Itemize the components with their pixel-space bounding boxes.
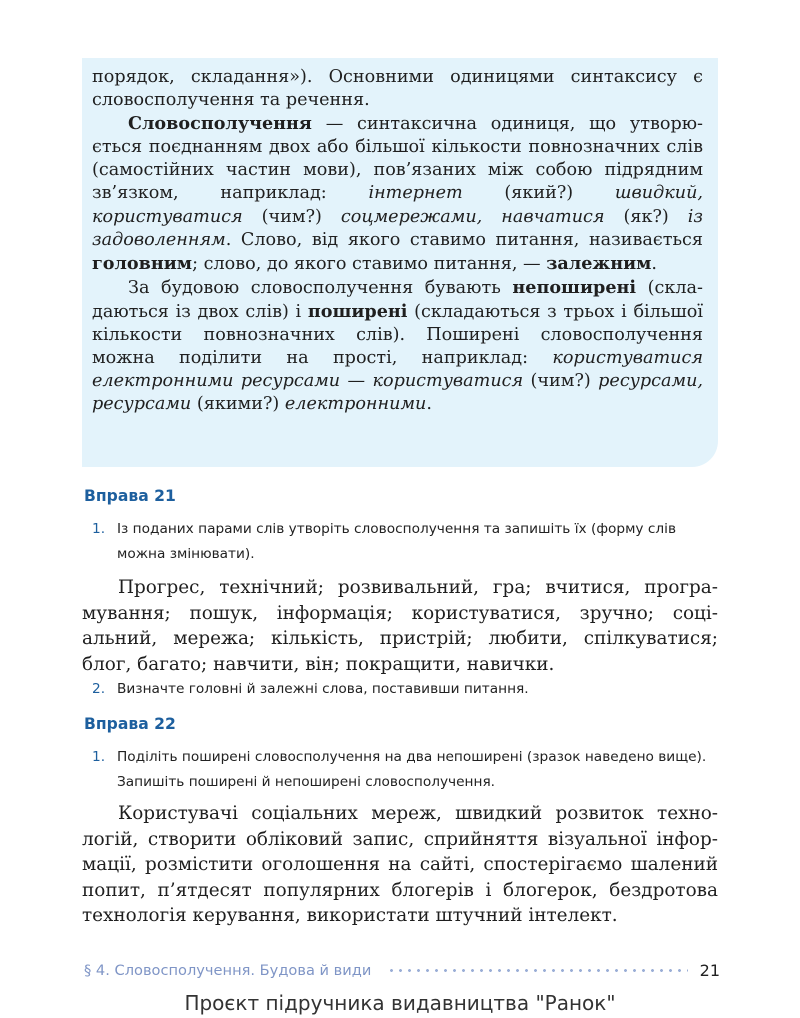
- task-text: Визначте головні й залежні слова, поставивши питання.: [117, 681, 529, 697]
- theory-paragraph-3: За будовою словосполучення бувають непоширені (складаються із двох слів) і поширені (складаються з трьох і більшої кількости повнозначних слів). Поширені словосполучення можна поділити на прості, наприклад: користуватися електронними ресурсами — користуватися (чим?) ресурсами, ресурсами (якими?) електронними.: [92, 276, 703, 415]
- example-word: інтернет: [368, 183, 463, 204]
- theory-box: [82, 58, 718, 467]
- theory-paragraph-2: Словосполучення — синтаксична одиниця, що утворюється поєднанням двох або більшої кількости повнозначних слів (самостійних частин мови), пов’язаних між собою підрядним зв’язком, наприклад: інтернет (який?) швидкий, користуватися (чим?) соцмережами, навчатися (як?) із задоволенням. Слово, від якого ставимо питання, називається головним; слово, до якого ставимо питання, — залежним.: [92, 113, 703, 274]
- example-word: швидкий, користуватися: [92, 183, 703, 227]
- exercise-21-heading: Вправа 21: [84, 487, 176, 505]
- task-number: 1.: [92, 521, 106, 537]
- example-word: ресурсами, ресурсами: [92, 371, 703, 415]
- task-text: Із поданих парами слів утворіть словосполучення та запишіть їх (форму слів можна змінювати).: [117, 521, 677, 562]
- exercise-22-task-1: [92, 745, 718, 795]
- term-dependent: залежним: [546, 252, 652, 274]
- page-number: 21: [699, 960, 720, 980]
- exercise-21-words: Прогрес, технічний; розвивальний, гра; вчитися, програмування; пошук, інформація; користуватися, зручно; соціальний, мережа; кількість, пристрій; любити, спілкуватися; блог, багато; навчити, він; покращити, навички.: [82, 577, 718, 675]
- term-main: головним: [92, 252, 193, 274]
- footer-dot-leader: [387, 969, 687, 972]
- footer-section-title: § 4. Словосполучення. Будова й види: [84, 961, 372, 979]
- example-word: користуватися електронними ресурсами — користуватися: [92, 348, 703, 392]
- task-number: 1.: [92, 749, 106, 765]
- page-footer: [84, 958, 720, 982]
- term-simple: непоширені: [512, 276, 637, 298]
- task-number: 2.: [92, 681, 106, 697]
- exercise-22-heading: Вправа 22: [84, 715, 176, 733]
- exercise-21-task-2: [92, 677, 718, 702]
- exercise-22-words: Користувачі соціальних мереж, швидкий розвиток технологій, створити обліковий запис, сприйняття візуальної інформації, розмістити оголошення на сайті, спостерігаємо шалений попит, п’ятдесят популярних блогерів і блогерок, бездротова технологія керування, використати штучний інтелект.: [82, 803, 718, 927]
- term-phrase: Словосполучення: [128, 113, 312, 135]
- task-text: Поділіть поширені словосполучення на два непоширені (зразок наведено вище). Запишіть поширені й непоширені словосполучення.: [117, 749, 707, 790]
- theory-paragraph-1: порядок, складання»). Основними одиницями синтаксису є словосполучення та речення.: [92, 67, 703, 111]
- exercise-21-task-1: [92, 517, 718, 567]
- example-word: із задоволенням: [92, 206, 703, 250]
- publisher-watermark: Проєкт підручника видавництва "Ранок": [184, 991, 616, 1015]
- example-word: соцмережами, навчатися: [340, 206, 605, 227]
- term-extended: поширені: [307, 300, 408, 322]
- example-word: електронними: [284, 394, 427, 415]
